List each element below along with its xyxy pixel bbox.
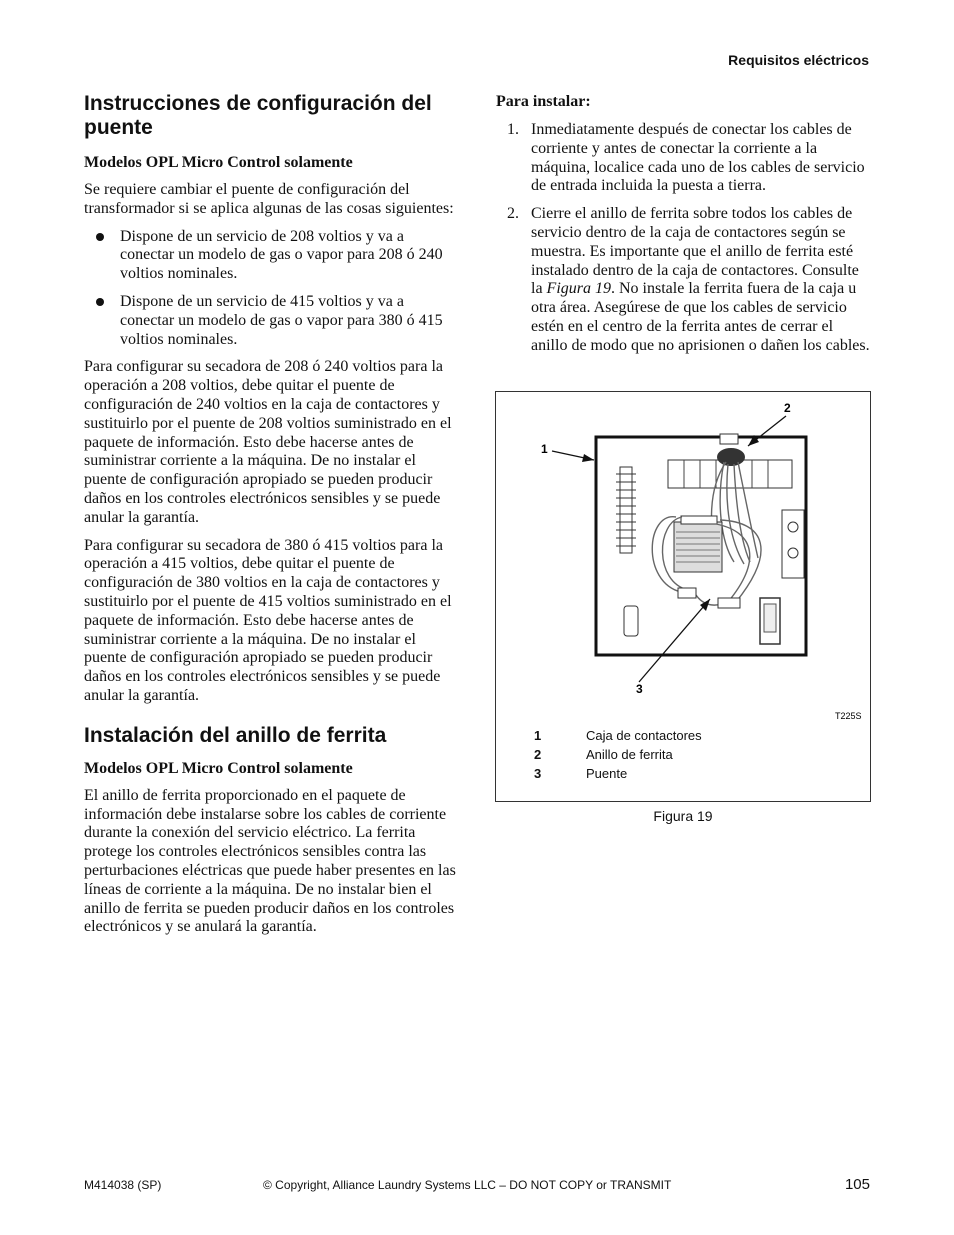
section-heading-jumper: Instrucciones de configuración del puente	[84, 92, 432, 139]
knockout-hole	[788, 522, 798, 532]
right-column	[496, 92, 872, 365]
subheading-models-2: Modelos OPL Micro Control solamente	[84, 759, 353, 777]
callout-label: 1	[541, 442, 548, 456]
figure-19	[495, 391, 871, 802]
paragraph-415: Para configurar su secadora de 380 ó 415 voltios para la operación a 415 voltios, debe quitar el puente de configuración de 380 voltios en la caja de contactores y sustituirlo por el puente de 415 voltios suministrado en el paquete de información. Esto debe hacerse antes de suministrar corriente a la máquina. De no instalar el puente de configuración apropiado se pueden producir daños en los controles electrónicos sensibles y se puede anular la garantía.	[84, 536, 452, 704]
arrow-head-icon	[582, 454, 594, 462]
page-number: 105	[844, 1176, 870, 1193]
bullet-dot-icon	[96, 233, 104, 241]
jumper-connector	[718, 598, 740, 608]
step-item: 1. Inmediatamente después de conectar los cables de corriente y antes de conectar la corriente a la máquina, localice cada uno de los cables de servicio de entrada incluida la puesta a tierra.	[507, 121, 865, 195]
paragraph-208: Para configurar su secadora de 208 ó 240 voltios para la operación a 208 voltios, debe quitar el puente de configuración de 240 voltios en la caja de contactores y sustituirlo por el puente de 208 voltios suministrado en el paquete de información. Esto debe hacerse antes de suministrar corriente a la máquina. De no instalar el puente de configuración apropiado se pueden producir daños en los controles electrónicos sensibles y se puede anular la garantía.	[84, 358, 452, 526]
bullet-item: Dispone de un servicio de 208 voltios y va a conectar un modelo de gas o vapor para 208 ó 240 voltios nominales.	[84, 228, 458, 284]
section-heading-ferrite: Instalación del anillo de ferrita	[84, 723, 387, 747]
small-relay	[624, 606, 638, 636]
figure-legend	[534, 728, 702, 785]
callout-label: 2	[784, 401, 791, 415]
top-terminal	[720, 434, 738, 444]
bullet-list	[84, 228, 458, 350]
figure-code: T225S	[835, 711, 862, 721]
figure-caption: Figura 19	[653, 808, 713, 824]
running-header: Requisitos eléctricos	[728, 52, 869, 68]
knockout-hole	[788, 548, 798, 558]
transformer	[674, 522, 722, 572]
subheading-models: Modelos OPL Micro Control solamente	[84, 154, 353, 171]
callout-label: 3	[636, 682, 643, 696]
paragraph-ferrite: El anillo de ferrita proporcionado en el paquete de información debe instalarse sobre los cables de corriente durante la conexión del servicio eléctrico. La ferrita protege los controles electrónicos sensibles contra las perturbaciones eléctricas que puede haber presentes en las líneas de corriente a la máquina. De no instalar bien el anillo de ferrita se pueden producir daños en los controles electrónicos y se anulará la garantía.	[84, 786, 456, 936]
legend-row: 1 Caja de contactores	[534, 728, 702, 743]
step-item: 2. Cierre el anillo de ferrita sobre todos los cables de servicio dentro de la caja de contactores según se muestra. Es importante que el anillo de ferrita esté instalado dentro de la caja de contactores. Consulte la Figura 19. No instale la ferrita fuera de la caja u otra área. Asegúrese de que los cables de servicio estén en el centro de la ferrita antes de cerrar el anillo de modo que no aprisionen o dañen los cables.	[507, 205, 870, 354]
paragraph-intro: Se requiere cambiar el puente de configuración del transformador si se aplica algunas de las cosas siguientes:	[84, 181, 454, 217]
footer-doc-number: M414038 (SP)	[84, 1178, 162, 1192]
footer-copyright: © Copyright, Alliance Laundry Systems LLC – DO NOT COPY or TRANSMIT	[263, 1178, 672, 1192]
figure-reference: Figura 19	[546, 280, 611, 298]
fuse	[764, 604, 776, 632]
ferrite-ring	[717, 448, 745, 466]
contactor-box-diagram	[496, 392, 870, 722]
legend-row: 2 Anillo de ferrita	[534, 747, 673, 762]
bullet-dot-icon	[96, 298, 104, 306]
jumper-connector	[678, 588, 696, 598]
legend-row: 3 Puente	[534, 766, 628, 781]
bullet-item: Dispone de un servicio de 415 voltios y va a conectar un modelo de gas o vapor para 380 ó 415 voltios nominales.	[84, 293, 458, 349]
transformer-terminals	[681, 516, 717, 524]
install-steps	[496, 121, 872, 356]
knockout-panel	[782, 510, 804, 578]
left-column	[84, 92, 458, 946]
install-heading: Para instalar:	[496, 93, 591, 110]
left-terminal-strip	[620, 467, 632, 553]
